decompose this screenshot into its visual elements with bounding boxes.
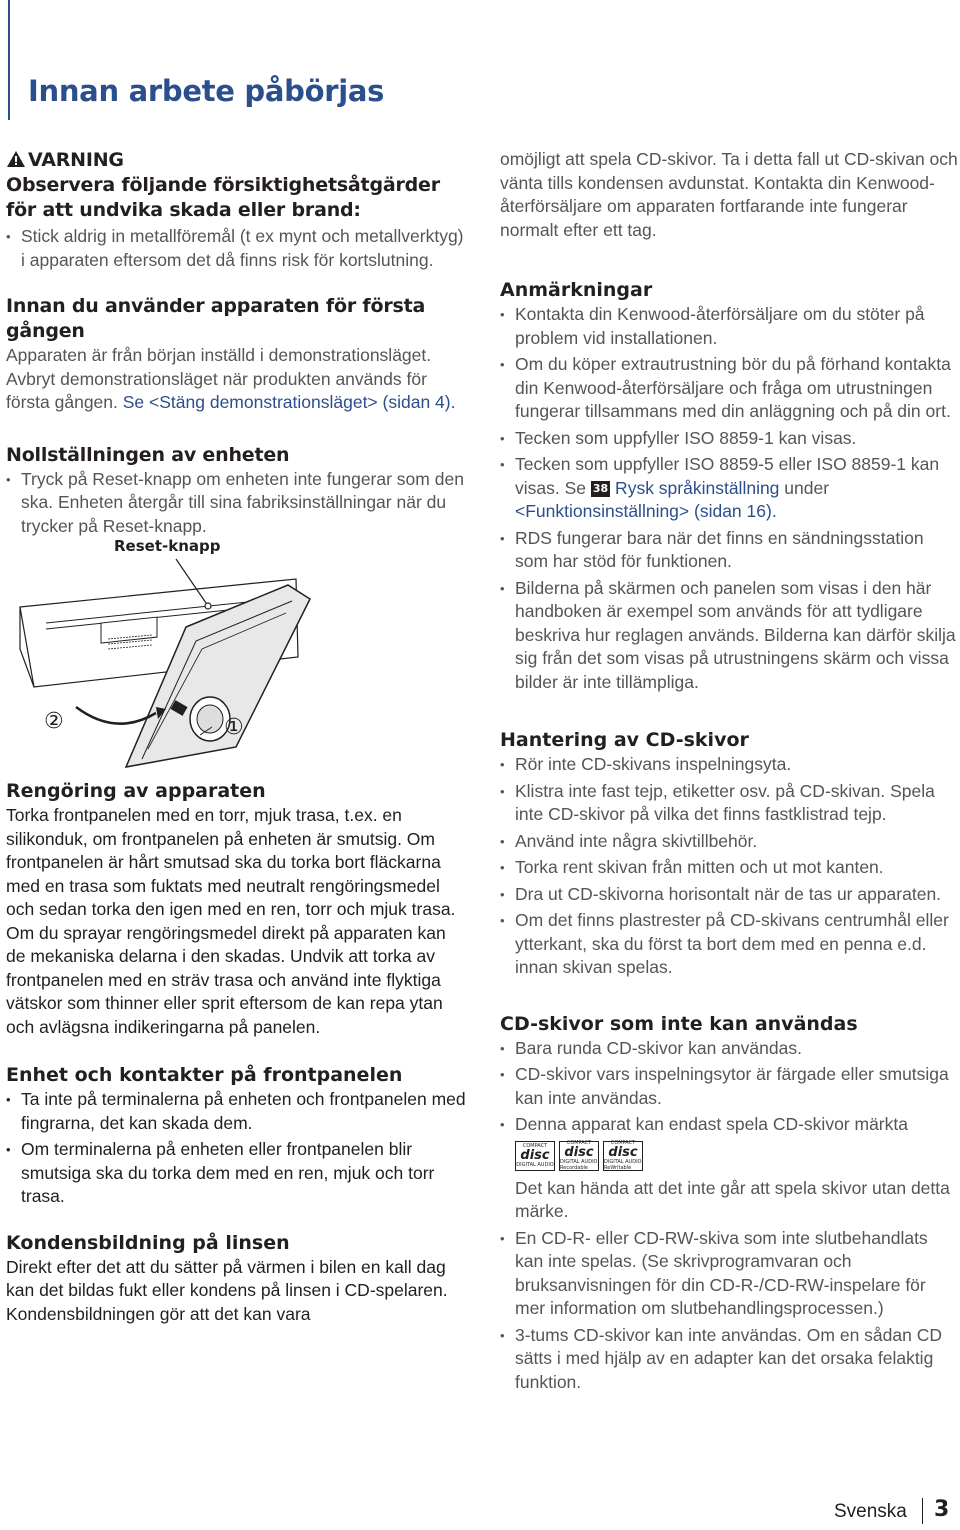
demo-mode-link[interactable]: Se <Stäng demonstrationsläget> (sidan 4). — [122, 392, 456, 412]
cleaning-heading: Rengöring av apparaten — [6, 780, 266, 802]
left-column — [6, 148, 468, 1326]
first-use-text-2: Avbryt demonstrationsläget när produkten används för första gången. Se <Stäng demonstrationsläget> (sidan 4). — [6, 368, 456, 412]
warning-label: VARNING — [6, 148, 468, 173]
condensation-text: Direkt efter det att du sätter på värmen i bilen en kall dag kan det bildas fukt eller kondens på linsen i CD-spelaren. Kondensbildningen gör att det kan vara — [6, 1256, 448, 1324]
page-edge-line — [8, 0, 10, 120]
reset-list — [6, 468, 468, 539]
list-item: • En CD-R- eller CD-RW-skiva som inte slutbehandlats kan inte spelas. (Se skrivprogramvaran och bruksanvisningen för din CD-R-/CD-RW-inspelare för mer information om slutbehandlingsprocessen.) — [500, 1227, 960, 1321]
list-item: • Denna apparat kan endast spela CD-skivor märkta — [500, 1113, 960, 1137]
page-number: 3 — [934, 1497, 950, 1522]
cd-unusable-list-2 — [500, 1227, 960, 1395]
list-item: • Om det finns plastrester på CD-skivans centrumhål eller ytterkant, ska du först ta bort dem med en penna e.d. innan skivan spelas. — [500, 909, 960, 980]
footer-language: Svenska — [834, 1501, 907, 1522]
list-item: • Bilderna på skärmen och panelen som visas i den här handboken är exempel som används för att tydligare beskriva hur reglagen används. Bilderna kan därför skilja sig från det som visas på utrustningens skärm och vissa bilder är inte tillämpliga. — [500, 577, 960, 695]
cleaning-text-2: Om du sprayar rengöringsmedel direkt på apparaten kan de mekaniska delarna i den skadas. Undvik att torka av frontpanelen med en sträv trasa och använd inte flyktiga vätskor som thinner eller sprit eftersom de kan repa ytan och avlägsna indikeringarna på panelen. — [6, 922, 446, 1037]
cd-handling-list — [500, 753, 960, 980]
callout-1: ① — [224, 715, 244, 740]
list-item: • Tecken som uppfyller ISO 8859-5 eller ISO 8859-1 kan visas. Se 38 Rysk språkinställning under <Funktionsinställning> (sidan 16). — [500, 453, 960, 524]
warning-icon — [6, 150, 26, 168]
first-use-heading: Innan du använder apparaten för första gången — [6, 295, 426, 342]
right-column — [500, 148, 960, 1397]
notes-list — [500, 303, 960, 694]
compact-disc-logo: COMPACT disc DIGITAL AUDIO — [515, 1141, 555, 1171]
list-item: • Rör inte CD-skivans inspelningsyta. — [500, 753, 960, 777]
disc-logo-row — [515, 1141, 960, 1171]
list-item: • Kontakta din Kenwood-återförsäljare om du stöter på problem vid installationen. — [500, 303, 960, 350]
callout-2: ② — [44, 709, 64, 734]
warning-heading: Observera följande försiktighetsåtgärder för att undvika skada eller brand: — [6, 174, 440, 221]
compact-disc-rewritable-logo: COMPACT disc DIGITAL AUDIO ReWritable — [604, 1140, 642, 1171]
list-item: • Om du köper extrautrustning bör du på förhand kontakta din Kenwood-återförsäljare och fråga om utrustningen fungerar tillsammans med din anläggning och på din ort. — [500, 353, 960, 424]
list-item: • Dra ut CD-skivorna horisontalt när de tas ur apparaten. — [500, 883, 960, 907]
compact-disc-recordable-logo: COMPACT disc DIGITAL AUDIO Recordable — [560, 1140, 598, 1171]
list-item: • Ta inte på terminalerna på enheten och frontpanelen med fingrarna, det kan skada dem. — [6, 1088, 468, 1135]
condensation-heading: Kondensbildning på linsen — [6, 1231, 290, 1254]
list-item: • Klistra inte fast tejp, etiketter osv. på CD-skivan. Spela inte CD-skivor på vilka det finns fastklistrad tejp. — [500, 780, 960, 827]
list-item: • Torka rent skivan från mitten och ut mot kanten. — [500, 856, 960, 880]
cd-unusable-heading: CD-skivor som inte kan användas — [500, 1012, 858, 1035]
list-item: • Bara runda CD-skivor kan användas. — [500, 1037, 960, 1061]
list-item: • Använd inte några skivtillbehör. — [500, 830, 960, 854]
cleaning-text: Torka frontpanelen med en torr, mjuk trasa, t.ex. en silikonduk, om frontpanelen på enheten är smutsig. Om frontpanelen är hårt smutsad ska du torka bort fläckarna med en trasa som fuktats med neutralt rengöringsmedel och sedan torka den igen med en ren, torr och mjuk trasa. — [6, 805, 456, 919]
footer-divider — [922, 1498, 923, 1524]
page-title: Innan arbete påbörjas — [28, 74, 385, 108]
warning-list — [6, 225, 468, 272]
russian-language-link[interactable]: Rysk språkinställning — [610, 477, 780, 498]
list-item: • CD-skivor vars inspelningsytor är färgade eller smutsiga kan inte användas. — [500, 1063, 960, 1110]
function-settings-link[interactable]: <Funktionsinställning> (sidan 16). — [515, 501, 777, 521]
section-ref-badge: 38 — [592, 481, 609, 495]
first-use-text-1: Apparaten är från början inställd i demonstrationsläget. — [6, 345, 432, 365]
list-item: • Tryck på Reset-knapp om enheten inte fungerar som den ska. Enheten återgår till sina fabriksinställningar när du trycker på Reset-knapp. — [6, 468, 468, 539]
cd-unusable-list — [500, 1037, 960, 1137]
notes-heading: Anmärkningar — [500, 279, 653, 301]
contacts-list — [6, 1088, 468, 1209]
cd-handling-heading: Hantering av CD-skivor — [500, 729, 749, 751]
list-item: • Stick aldrig in metallföremål (t ex mynt och metallverktyg) i apparaten eftersom det då finns risk för kortslutning. — [6, 225, 468, 272]
reset-figure — [6, 537, 466, 773]
list-item: • Tecken som uppfyller ISO 8859-1 kan visas. — [500, 427, 960, 451]
list-item: • 3-tums CD-skivor kan inte användas. Om en sådan CD sätts i med hjälp av en adapter kan det orsaka felaktig funktion. — [500, 1324, 960, 1395]
reset-heading: Nollställningen av enheten — [6, 443, 290, 466]
list-item: • Om terminalerna på enheten eller frontpanelen blir smutsiga ska du torka dem med en ren, mjuk och torr trasa. — [6, 1138, 468, 1209]
cd-logo-note: Det kan hända att det inte går att spela skivor utan detta märke. — [515, 1177, 950, 1221]
condensation-text-cont: omöjligt att spela CD-skivor. Ta i detta fall ut CD-skivan och vänta tills kondensen avdunstat. Kontakta din Kenwood-återförsäljare om apparaten fortfarande inte fungerar normalt efter ett tag. — [500, 149, 958, 240]
list-item: • RDS fungerar bara när det finns en sändningsstation som har stöd för funktionen. — [500, 527, 960, 574]
reset-button-label: Reset-knapp — [114, 537, 221, 555]
contacts-heading: Enhet och kontakter på frontpanelen — [6, 1064, 403, 1086]
